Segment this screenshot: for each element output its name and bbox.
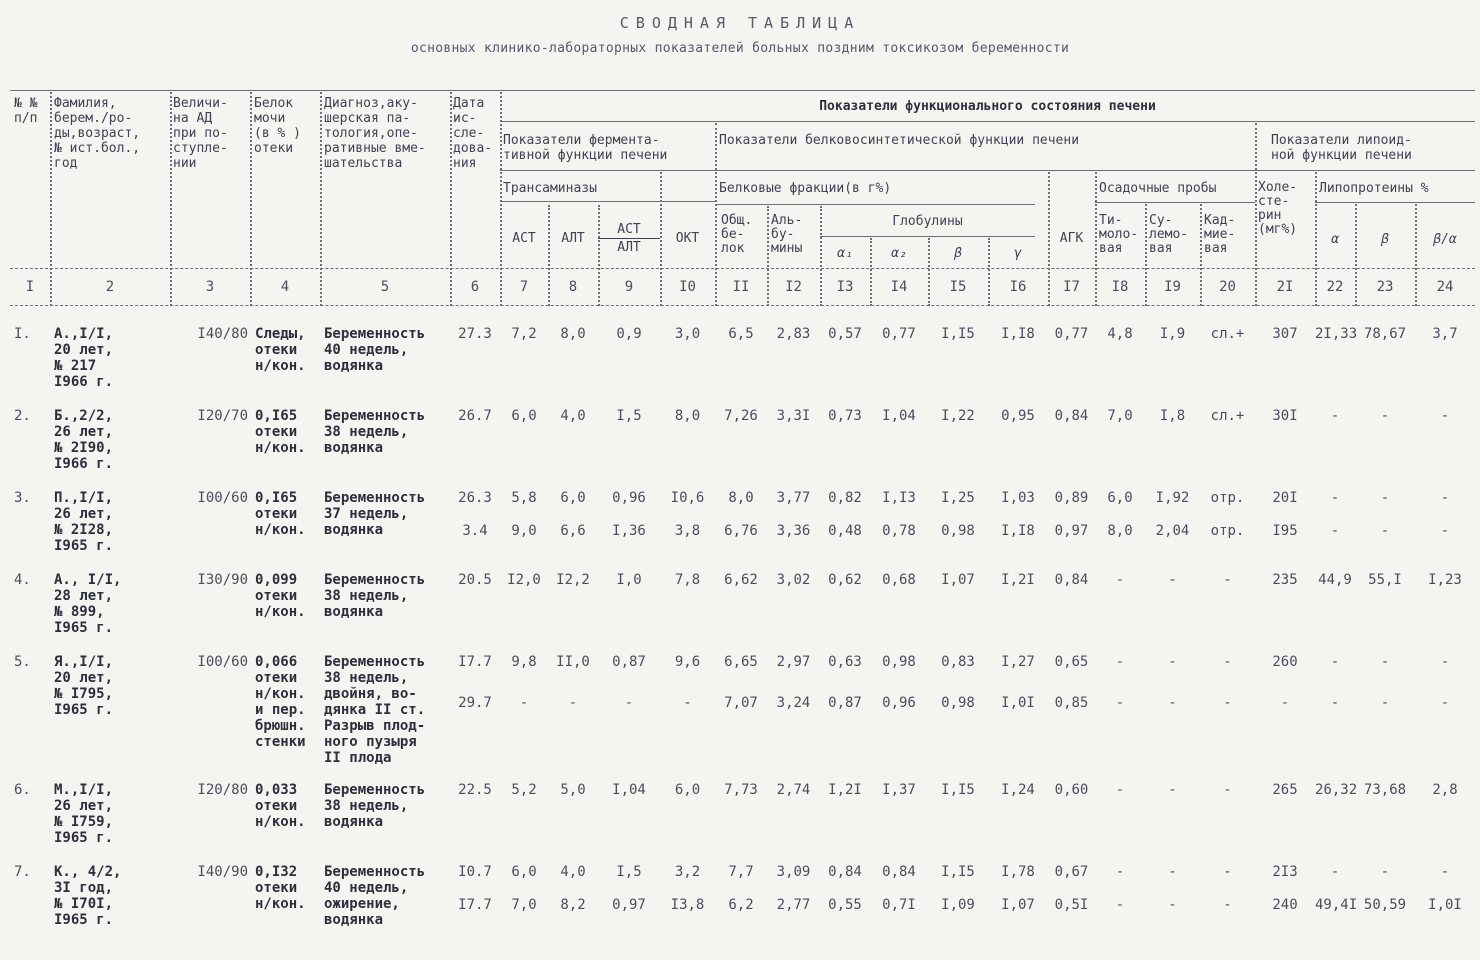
cell-date: I0.7 <box>458 864 492 880</box>
cell-total-protein: 6,5 <box>728 326 754 342</box>
cell-lipo-alpha: 49,4I <box>1315 897 1358 913</box>
cell-agk: 0,85 <box>1054 695 1089 711</box>
column-number: I3 <box>836 279 854 295</box>
header-okt: ОКТ <box>675 231 700 246</box>
cell-alt: 5,0 <box>560 782 586 798</box>
patient-name: Я.,I/I, 20 лет, № I795, I965 г. <box>54 654 114 718</box>
cell-alpha2-globulin: I,37 <box>882 782 916 798</box>
cell-sulema: - <box>1168 897 1177 913</box>
cell-agk: 0,67 <box>1054 864 1089 880</box>
cell-albumin: 3,36 <box>776 523 811 539</box>
header-gamma: γ <box>1014 246 1022 261</box>
cell-lipo-ratio: - <box>1440 864 1450 880</box>
cell-lipo-alpha: 44,9 <box>1318 572 1352 588</box>
cell-okt: 9,6 <box>674 654 701 670</box>
cell-okt: I3,8 <box>670 897 705 913</box>
column-number: I <box>25 279 35 295</box>
cell-alt: 6,6 <box>560 523 586 539</box>
header-sediment-tests: Осадочные пробы <box>1099 181 1217 196</box>
cell-beta-globulin: I,09 <box>941 897 975 913</box>
column-number: 5 <box>380 279 390 295</box>
cell-cholesterol: 30I <box>1272 408 1298 424</box>
cell-sulema: 2,04 <box>1155 523 1190 539</box>
column-number: 9 <box>624 279 634 295</box>
column-number: I7 <box>1063 279 1080 295</box>
header-lipid-function: Показатели липоид- ной функции печени <box>1271 133 1412 163</box>
cell-date: 29.7 <box>458 695 492 711</box>
header-cholesterol: Холе- сте- рин (мг%) <box>1258 180 1298 237</box>
cell-sulema: - <box>1168 864 1177 880</box>
column-number: I4 <box>890 279 908 295</box>
diagnosis: Беременность 37 недель, водянка <box>324 490 426 538</box>
diagnosis: Беременность 38 недель, двойня, во- дянка II ст. Разрыв плод- ного пузыря II плода <box>324 654 426 766</box>
urine-protein: 0,I32 отеки н/кон. <box>255 864 306 912</box>
column-number: 3 <box>205 279 215 295</box>
cell-beta-globulin: 0,98 <box>941 695 975 711</box>
cell-okt: 3,2 <box>674 864 701 880</box>
cell-thymol: 8,0 <box>1107 523 1133 539</box>
cell-sulema: - <box>1168 572 1177 588</box>
cell-total-protein: 7,7 <box>728 864 754 880</box>
cell-ast-alt-ratio: 0,97 <box>612 897 646 913</box>
diagnosis: Беременность 38 недель, водянка <box>324 572 426 620</box>
cell-lipo-alpha: - <box>1330 490 1340 506</box>
cell-ast: 5,2 <box>511 782 537 798</box>
cell-cadmium: - <box>1223 695 1232 711</box>
column-number: 2I <box>1276 279 1294 295</box>
header-bp: Величи- на АД при по- ступле- нии <box>173 96 228 171</box>
cell-lipo-alpha: - <box>1330 408 1340 424</box>
cell-ast: - <box>519 695 529 711</box>
cell-okt: 6,0 <box>674 782 701 798</box>
cell-lipo-alpha: 26,32 <box>1315 782 1358 798</box>
header-alpha2: α₂ <box>891 246 907 261</box>
cell-agk: 0,97 <box>1054 523 1089 539</box>
row-number: 3. <box>14 490 31 506</box>
cell-agk: 0,89 <box>1054 490 1089 506</box>
urine-protein: 0,066 отеки н/кон. и пер. брюшн. стенки <box>255 654 306 750</box>
patient-name: А., I/I, 28 лет, № 899, I965 г. <box>54 572 122 636</box>
cell-sulema: I,9 <box>1159 326 1186 342</box>
cell-alt: 4,0 <box>560 408 586 424</box>
header-ast-alt-denominator: АЛТ <box>617 240 641 255</box>
cell-alpha1-globulin: 0,48 <box>828 523 862 539</box>
column-number: 7 <box>519 279 529 295</box>
header-lipoproteins: Липопротеины % <box>1319 181 1429 196</box>
cell-cholesterol: I95 <box>1272 523 1298 539</box>
column-number: 23 <box>1376 279 1394 295</box>
cell-thymol: - <box>1115 864 1125 880</box>
cell-total-protein: 7,26 <box>724 408 758 424</box>
cell-alpha1-globulin: 0,87 <box>828 695 862 711</box>
cell-alpha1-globulin: 0,82 <box>828 490 862 506</box>
urine-protein: Следы, отеки н/кон. <box>255 326 306 374</box>
cell-lipo-beta: - <box>1380 523 1390 539</box>
cell-alpha2-globulin: 0,68 <box>882 572 916 588</box>
header-sulema: Су- лемо- вая <box>1149 213 1189 256</box>
cell-okt: I0,6 <box>670 490 705 506</box>
cell-ast: 5,8 <box>511 490 537 506</box>
column-number: 4 <box>280 279 290 295</box>
row-number: I. <box>14 326 31 342</box>
cell-albumin: 3,09 <box>776 864 811 880</box>
row-number: 5. <box>14 654 31 670</box>
blood-pressure: I00/60 <box>197 490 248 506</box>
cell-cadmium: - <box>1223 782 1232 798</box>
cell-ast-alt-ratio: I,36 <box>612 523 646 539</box>
cell-ast-alt-ratio: 0,96 <box>612 490 646 506</box>
header-globulins: Глобулины <box>892 214 963 229</box>
cell-ast-alt-ratio: 0,9 <box>616 326 642 342</box>
cell-lipo-beta: 78,67 <box>1363 326 1407 342</box>
cell-lipo-beta: - <box>1380 654 1390 670</box>
cell-lipo-ratio: 3,7 <box>1432 326 1458 342</box>
cell-date: 26.7 <box>458 408 492 424</box>
cell-lipo-beta: - <box>1380 408 1390 424</box>
cell-gamma-globulin: I,07 <box>1001 897 1035 913</box>
cell-gamma-globulin: I,2I <box>1001 572 1035 588</box>
column-number: 2 <box>105 279 115 295</box>
cell-alpha2-globulin: 0,77 <box>882 326 916 342</box>
cell-cadmium: - <box>1223 897 1232 913</box>
column-number: 24 <box>1436 279 1454 295</box>
blood-pressure: I00/60 <box>197 654 248 670</box>
cell-beta-globulin: I,22 <box>941 408 975 424</box>
cell-alt: - <box>568 695 578 711</box>
cell-lipo-ratio: I,0I <box>1428 897 1462 913</box>
cell-gamma-globulin: I,I8 <box>1001 523 1035 539</box>
cell-alt: 4,0 <box>560 864 586 880</box>
cell-ast-alt-ratio: I,0 <box>616 572 642 588</box>
header-albumins: Аль- бу- мины <box>771 213 803 256</box>
header-lipo-beta: β <box>1381 232 1389 247</box>
header-cadmium: Кад- мие- вая <box>1204 213 1236 256</box>
patient-name: М.,I/I, 26 лет, № I759, I965 г. <box>54 782 114 846</box>
header-liver-function: Показатели функционального состояния печени <box>819 99 1156 114</box>
cell-gamma-globulin: I,27 <box>1001 654 1035 670</box>
cell-okt: 8,0 <box>674 408 701 424</box>
cell-gamma-globulin: I,I8 <box>1001 326 1035 342</box>
cell-alpha2-globulin: I,04 <box>882 408 916 424</box>
column-number: 22 <box>1326 279 1344 295</box>
cell-date: 22.5 <box>458 782 492 798</box>
urine-protein: 0,033 отеки н/кон. <box>255 782 306 830</box>
cell-gamma-globulin: I,0I <box>1001 695 1035 711</box>
cell-total-protein: 6,62 <box>724 572 758 588</box>
header-ast: АСТ <box>512 231 536 246</box>
cell-ast: 9,0 <box>511 523 537 539</box>
patient-name: Б.,2/2, 26 лет, № 2I90, I966 г. <box>54 408 114 472</box>
cell-ast-alt-ratio: I,5 <box>616 864 642 880</box>
cell-ast-alt-ratio: I,04 <box>612 782 646 798</box>
cell-cholesterol: 260 <box>1272 654 1298 670</box>
cell-lipo-alpha: - <box>1330 523 1340 539</box>
cell-ast-alt-ratio: 0,87 <box>612 654 646 670</box>
cell-albumin: 2,77 <box>776 897 811 913</box>
cell-albumin: 3,24 <box>776 695 811 711</box>
diagnosis: Беременность 38 недель, водянка <box>324 782 426 830</box>
cell-lipo-alpha: - <box>1330 654 1340 670</box>
cell-total-protein: 6,2 <box>728 897 754 913</box>
cell-date: 3.4 <box>462 523 488 539</box>
cell-agk: 0,65 <box>1054 654 1089 670</box>
cell-alpha1-globulin: 0,73 <box>828 408 862 424</box>
cell-alt: 8,0 <box>560 326 586 342</box>
cell-alpha1-globulin: 0,55 <box>828 897 862 913</box>
cell-alt: II,0 <box>556 654 590 670</box>
blood-pressure: I20/70 <box>197 408 248 424</box>
cell-total-protein: 6,76 <box>724 523 758 539</box>
cell-gamma-globulin: I,03 <box>1001 490 1035 506</box>
cell-alpha1-globulin: 0,57 <box>828 326 862 342</box>
cell-agk: 0,60 <box>1054 782 1089 798</box>
cell-gamma-globulin: I,24 <box>1001 782 1035 798</box>
blood-pressure: I20/80 <box>197 782 248 798</box>
cell-okt: - <box>683 695 692 711</box>
cell-okt: 7,8 <box>674 572 701 588</box>
cell-lipo-beta: 50,59 <box>1363 897 1407 913</box>
cell-sulema: - <box>1168 782 1177 798</box>
cell-lipo-beta: - <box>1380 490 1390 506</box>
cell-alpha2-globulin: 0,78 <box>882 523 916 539</box>
cell-beta-globulin: 0,98 <box>941 523 975 539</box>
cell-okt: 3,0 <box>674 326 701 342</box>
cell-sulema: I,92 <box>1155 490 1190 506</box>
cell-alpha1-globulin: 0,84 <box>828 864 862 880</box>
cell-beta-globulin: I,07 <box>941 572 975 588</box>
header-transaminases: Трансаминазы <box>503 181 597 196</box>
diagnosis: Беременность 38 недель, водянка <box>324 408 426 456</box>
cell-ast: 6,0 <box>511 408 537 424</box>
cell-alt: 8,2 <box>560 897 586 913</box>
cell-lipo-ratio: - <box>1440 408 1450 424</box>
cell-lipo-beta: 55,I <box>1368 572 1402 588</box>
cell-sulema: I,8 <box>1159 408 1186 424</box>
cell-date: I7.7 <box>458 654 492 670</box>
cell-gamma-globulin: 0,95 <box>1001 408 1035 424</box>
cell-ast: 7,0 <box>511 897 537 913</box>
header-beta: β <box>954 246 962 261</box>
cell-ast: 6,0 <box>511 864 537 880</box>
blood-pressure: I40/90 <box>197 864 248 880</box>
cell-ast: I2,0 <box>507 572 541 588</box>
cell-cholesterol: 240 <box>1272 897 1298 913</box>
patient-name: П.,I/I, 26 лет, № 2I28, I965 г. <box>54 490 114 554</box>
header-alpha1: α₁ <box>837 246 853 261</box>
page-title: СВОДНАЯ ТАБЛИЦА <box>619 14 861 32</box>
row-number: 6. <box>14 782 31 798</box>
cell-agk: 0,5I <box>1054 897 1089 913</box>
cell-alpha1-globulin: 0,63 <box>828 654 862 670</box>
cell-cholesterol: - <box>1280 695 1290 711</box>
cell-alpha2-globulin: 0,84 <box>882 864 916 880</box>
cell-thymol: 4,8 <box>1107 326 1133 342</box>
cell-cholesterol: 20I <box>1272 490 1298 506</box>
cell-agk: 0,77 <box>1054 326 1089 342</box>
header-agk: АГК <box>1059 231 1084 246</box>
cell-lipo-ratio: - <box>1440 695 1450 711</box>
patient-name: А.,I/I, 20 лет, № 217 I966 г. <box>54 326 114 390</box>
cell-lipo-alpha: - <box>1330 864 1340 880</box>
cell-agk: 0,84 <box>1054 572 1089 588</box>
urine-protein: 0,I65 отеки н/кон. <box>255 408 306 456</box>
cell-lipo-ratio: - <box>1440 654 1450 670</box>
patient-name: К., 4/2, 3I год, № I70I, I965 г. <box>54 864 122 928</box>
cell-total-protein: 7,73 <box>724 782 758 798</box>
cell-date: I7.7 <box>458 897 492 913</box>
cell-cadmium: отр. <box>1210 490 1245 506</box>
diagnosis: Беременность 40 недель, ожирение, водянка <box>324 864 426 928</box>
cell-alpha2-globulin: I,I3 <box>882 490 916 506</box>
cell-ast: 9,8 <box>511 654 537 670</box>
row-number: 2. <box>14 408 31 424</box>
cell-cadmium: отр. <box>1210 523 1245 539</box>
cell-okt: 3,8 <box>674 523 701 539</box>
cell-alpha1-globulin: 0,62 <box>828 572 862 588</box>
column-number: I2 <box>785 279 802 295</box>
cell-albumin: 2,83 <box>776 326 811 342</box>
column-number: I0 <box>679 279 696 295</box>
cell-thymol: - <box>1115 897 1125 913</box>
header-number: № № п/п <box>14 96 38 126</box>
cell-thymol: - <box>1115 654 1125 670</box>
column-number: 6 <box>470 279 480 295</box>
header-protein-fractions: Белковые фракции(в г%) <box>719 181 892 196</box>
column-number: I6 <box>1009 279 1027 295</box>
cell-cholesterol: 235 <box>1272 572 1298 588</box>
cell-date: 20.5 <box>458 572 492 588</box>
cell-thymol: - <box>1115 695 1125 711</box>
cell-albumin: 2,74 <box>776 782 811 798</box>
cell-agk: 0,84 <box>1054 408 1089 424</box>
cell-total-protein: 8,0 <box>728 490 754 506</box>
cell-thymol: - <box>1115 782 1125 798</box>
blood-pressure: I40/80 <box>197 326 248 342</box>
cell-alpha2-globulin: 0,7I <box>882 897 916 913</box>
cell-sulema: - <box>1168 654 1177 670</box>
cell-albumin: 3,77 <box>776 490 811 506</box>
cell-lipo-ratio: - <box>1440 490 1450 506</box>
header-total-protein: Общ. бе- лок <box>721 213 753 256</box>
row-number: 4. <box>14 572 31 588</box>
cell-alpha1-globulin: I,2I <box>828 782 862 798</box>
column-number: I8 <box>1111 279 1129 295</box>
cell-lipo-alpha: - <box>1330 695 1340 711</box>
cell-cadmium: - <box>1223 654 1232 670</box>
header-diagnosis: Диагноз,аку- шерская па- тология,опе- ративные вме- шательства <box>324 96 426 171</box>
cell-ast-alt-ratio: I,5 <box>616 408 642 424</box>
cell-alpha2-globulin: 0,98 <box>882 654 916 670</box>
cell-alt: 6,0 <box>560 490 586 506</box>
urine-protein: 0,099 отеки н/кон. <box>255 572 306 620</box>
cell-cadmium: - <box>1223 864 1232 880</box>
header-thymol: Ти- моло- вая <box>1099 213 1139 256</box>
blood-pressure: I30/90 <box>197 572 248 588</box>
column-number: I9 <box>1164 279 1181 295</box>
cell-cholesterol: 307 <box>1272 326 1298 342</box>
cell-lipo-ratio: 2,8 <box>1432 782 1458 798</box>
cell-cholesterol: 265 <box>1272 782 1298 798</box>
cell-beta-globulin: I,I5 <box>941 326 975 342</box>
row-number: 7. <box>14 864 31 880</box>
header-protein-function: Показатели белковосинтетической функции печени <box>719 133 1080 148</box>
cell-alpha2-globulin: 0,96 <box>882 695 916 711</box>
cell-total-protein: 6,65 <box>724 654 758 670</box>
column-number: 20 <box>1219 279 1236 295</box>
cell-albumin: 3,3I <box>776 408 811 424</box>
header-alt: АЛТ <box>561 231 585 246</box>
column-number: 8 <box>568 279 578 295</box>
cell-cadmium: сл.+ <box>1210 408 1245 424</box>
cell-ast-alt-ratio: - <box>624 695 634 711</box>
diagnosis: Беременность 40 недель, водянка <box>324 326 426 374</box>
cell-lipo-beta: - <box>1380 695 1390 711</box>
cell-lipo-ratio: I,23 <box>1428 572 1462 588</box>
header-urine-protein: Белок мочи (в % ) отеки <box>254 96 301 156</box>
cell-cadmium: сл.+ <box>1210 326 1245 342</box>
column-number: I5 <box>949 279 967 295</box>
cell-cadmium: - <box>1223 572 1232 588</box>
header-date: Дата ис- сле- дова- ния <box>453 96 493 171</box>
cell-thymol: 6,0 <box>1107 490 1133 506</box>
cell-sulema: - <box>1168 695 1177 711</box>
cell-gamma-globulin: I,78 <box>1001 864 1035 880</box>
cell-beta-globulin: 0,83 <box>941 654 975 670</box>
cell-thymol: - <box>1115 572 1125 588</box>
cell-lipo-ratio: - <box>1440 523 1450 539</box>
cell-lipo-beta: 73,68 <box>1363 782 1407 798</box>
cell-albumin: 3,02 <box>776 572 811 588</box>
page-subtitle: основных клинико-лабораторных показателей больных поздним токсикозом беременности <box>410 41 1070 56</box>
header-lipo-alpha: α <box>1331 232 1339 247</box>
header-ast-alt-numerator: АСТ <box>598 222 660 239</box>
cell-lipo-beta: - <box>1380 864 1390 880</box>
cell-cholesterol: 2I3 <box>1272 864 1298 880</box>
header-name: Фамилия, берем./ро- ды,возраст, № ист.бол., год <box>54 96 141 171</box>
urine-protein: 0,I65 отеки н/кон. <box>255 490 306 538</box>
column-number: II <box>732 279 750 295</box>
header-ferment-function: Показатели фермента- тивной функции печени <box>503 133 668 163</box>
cell-lipo-alpha: 2I,33 <box>1315 326 1358 342</box>
cell-beta-globulin: I,25 <box>941 490 975 506</box>
cell-date: 27.3 <box>458 326 492 342</box>
cell-ast: 7,2 <box>511 326 537 342</box>
cell-beta-globulin: I,I5 <box>941 782 975 798</box>
cell-total-protein: 7,07 <box>724 695 758 711</box>
cell-alt: I2,2 <box>556 572 590 588</box>
header-lipo-ratio: β/α <box>1433 232 1457 247</box>
cell-date: 26.3 <box>458 490 492 506</box>
cell-thymol: 7,0 <box>1107 408 1133 424</box>
cell-albumin: 2,97 <box>776 654 811 670</box>
cell-beta-globulin: I,I5 <box>941 864 975 880</box>
